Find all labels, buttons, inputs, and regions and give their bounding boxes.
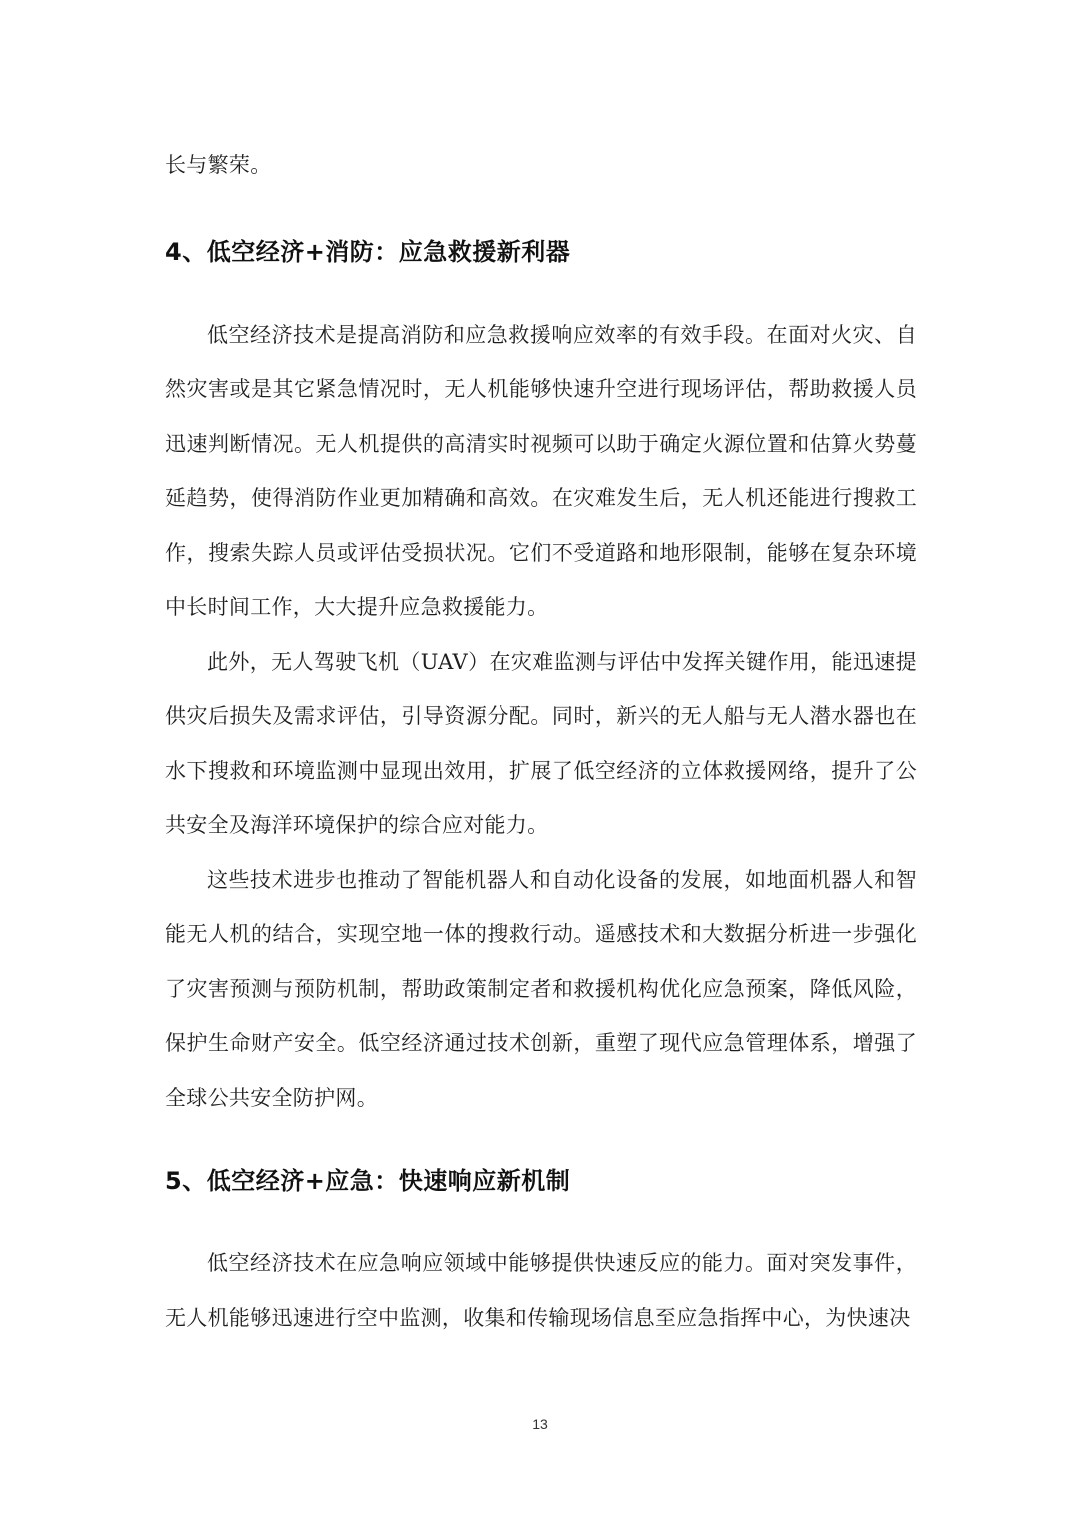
section-4-heading: 4、低空经济+消防：应急救援新利器 xyxy=(165,237,571,266)
section-4-paragraph-2: 此外，无人驾驶飞机（UAV）在灾难监测与评估中发挥关键作用，能迅速提供灾后损失及需求评估，引导资源分配。同时，新兴的无人船与无人潜水器也在水下搜救和环境监测中显现出效用，扩展了低空经济的立体救援网络，提升了公共安全及海洋环境保护的综合应对能力。 xyxy=(165,649,917,837)
page-content xyxy=(165,138,917,1345)
section-5-heading: 5、低空经济+应急：快速响应新机制 xyxy=(165,1167,571,1195)
section-4-paragraph-3: 这些技术进步也推动了智能机器人和自动化设备的发展，如地面机器人和智能无人机的结合，实现空地一体的搜救行动。遥感技术和大数据分析进一步强化了灾害预测与预防机制，帮助政策制定者和救援机构优化应急预案，降低风险，保护生命财产安全。低空经济通过技术创新，重塑了现代应急管理体系，增强了全球公共安全防护网。 xyxy=(165,867,917,1110)
page-number: 13 xyxy=(532,1416,548,1432)
section-4-paragraph-1: 低空经济技术是提高消防和应急救援响应效率的有效手段。在面对火灾、自然灾害或是其它紧急情况时，无人机能够快速升空进行现场评估，帮助救援人员迅速判断情况。无人机提供的高清实时视频可以助于确定火源位置和估算火势蔓延趋势，使得消防作业更加精确和高效。在灾难发生后，无人机还能进行搜救工作，搜索失踪人员或评估受损状况。它们不受道路和地形限制，能够在复杂环境中长时间工作，大大提升应急救援能力。 xyxy=(165,322,917,619)
section-5-paragraph-1: 低空经济技术在应急响应领域中能够提供快速反应的能力。面对突发事件，无人机能够迅速进行空中监测，收集和传输现场信息至应急指挥中心，为快速决 xyxy=(165,1251,917,1330)
continuation-paragraph: 长与繁荣。 xyxy=(165,153,272,177)
